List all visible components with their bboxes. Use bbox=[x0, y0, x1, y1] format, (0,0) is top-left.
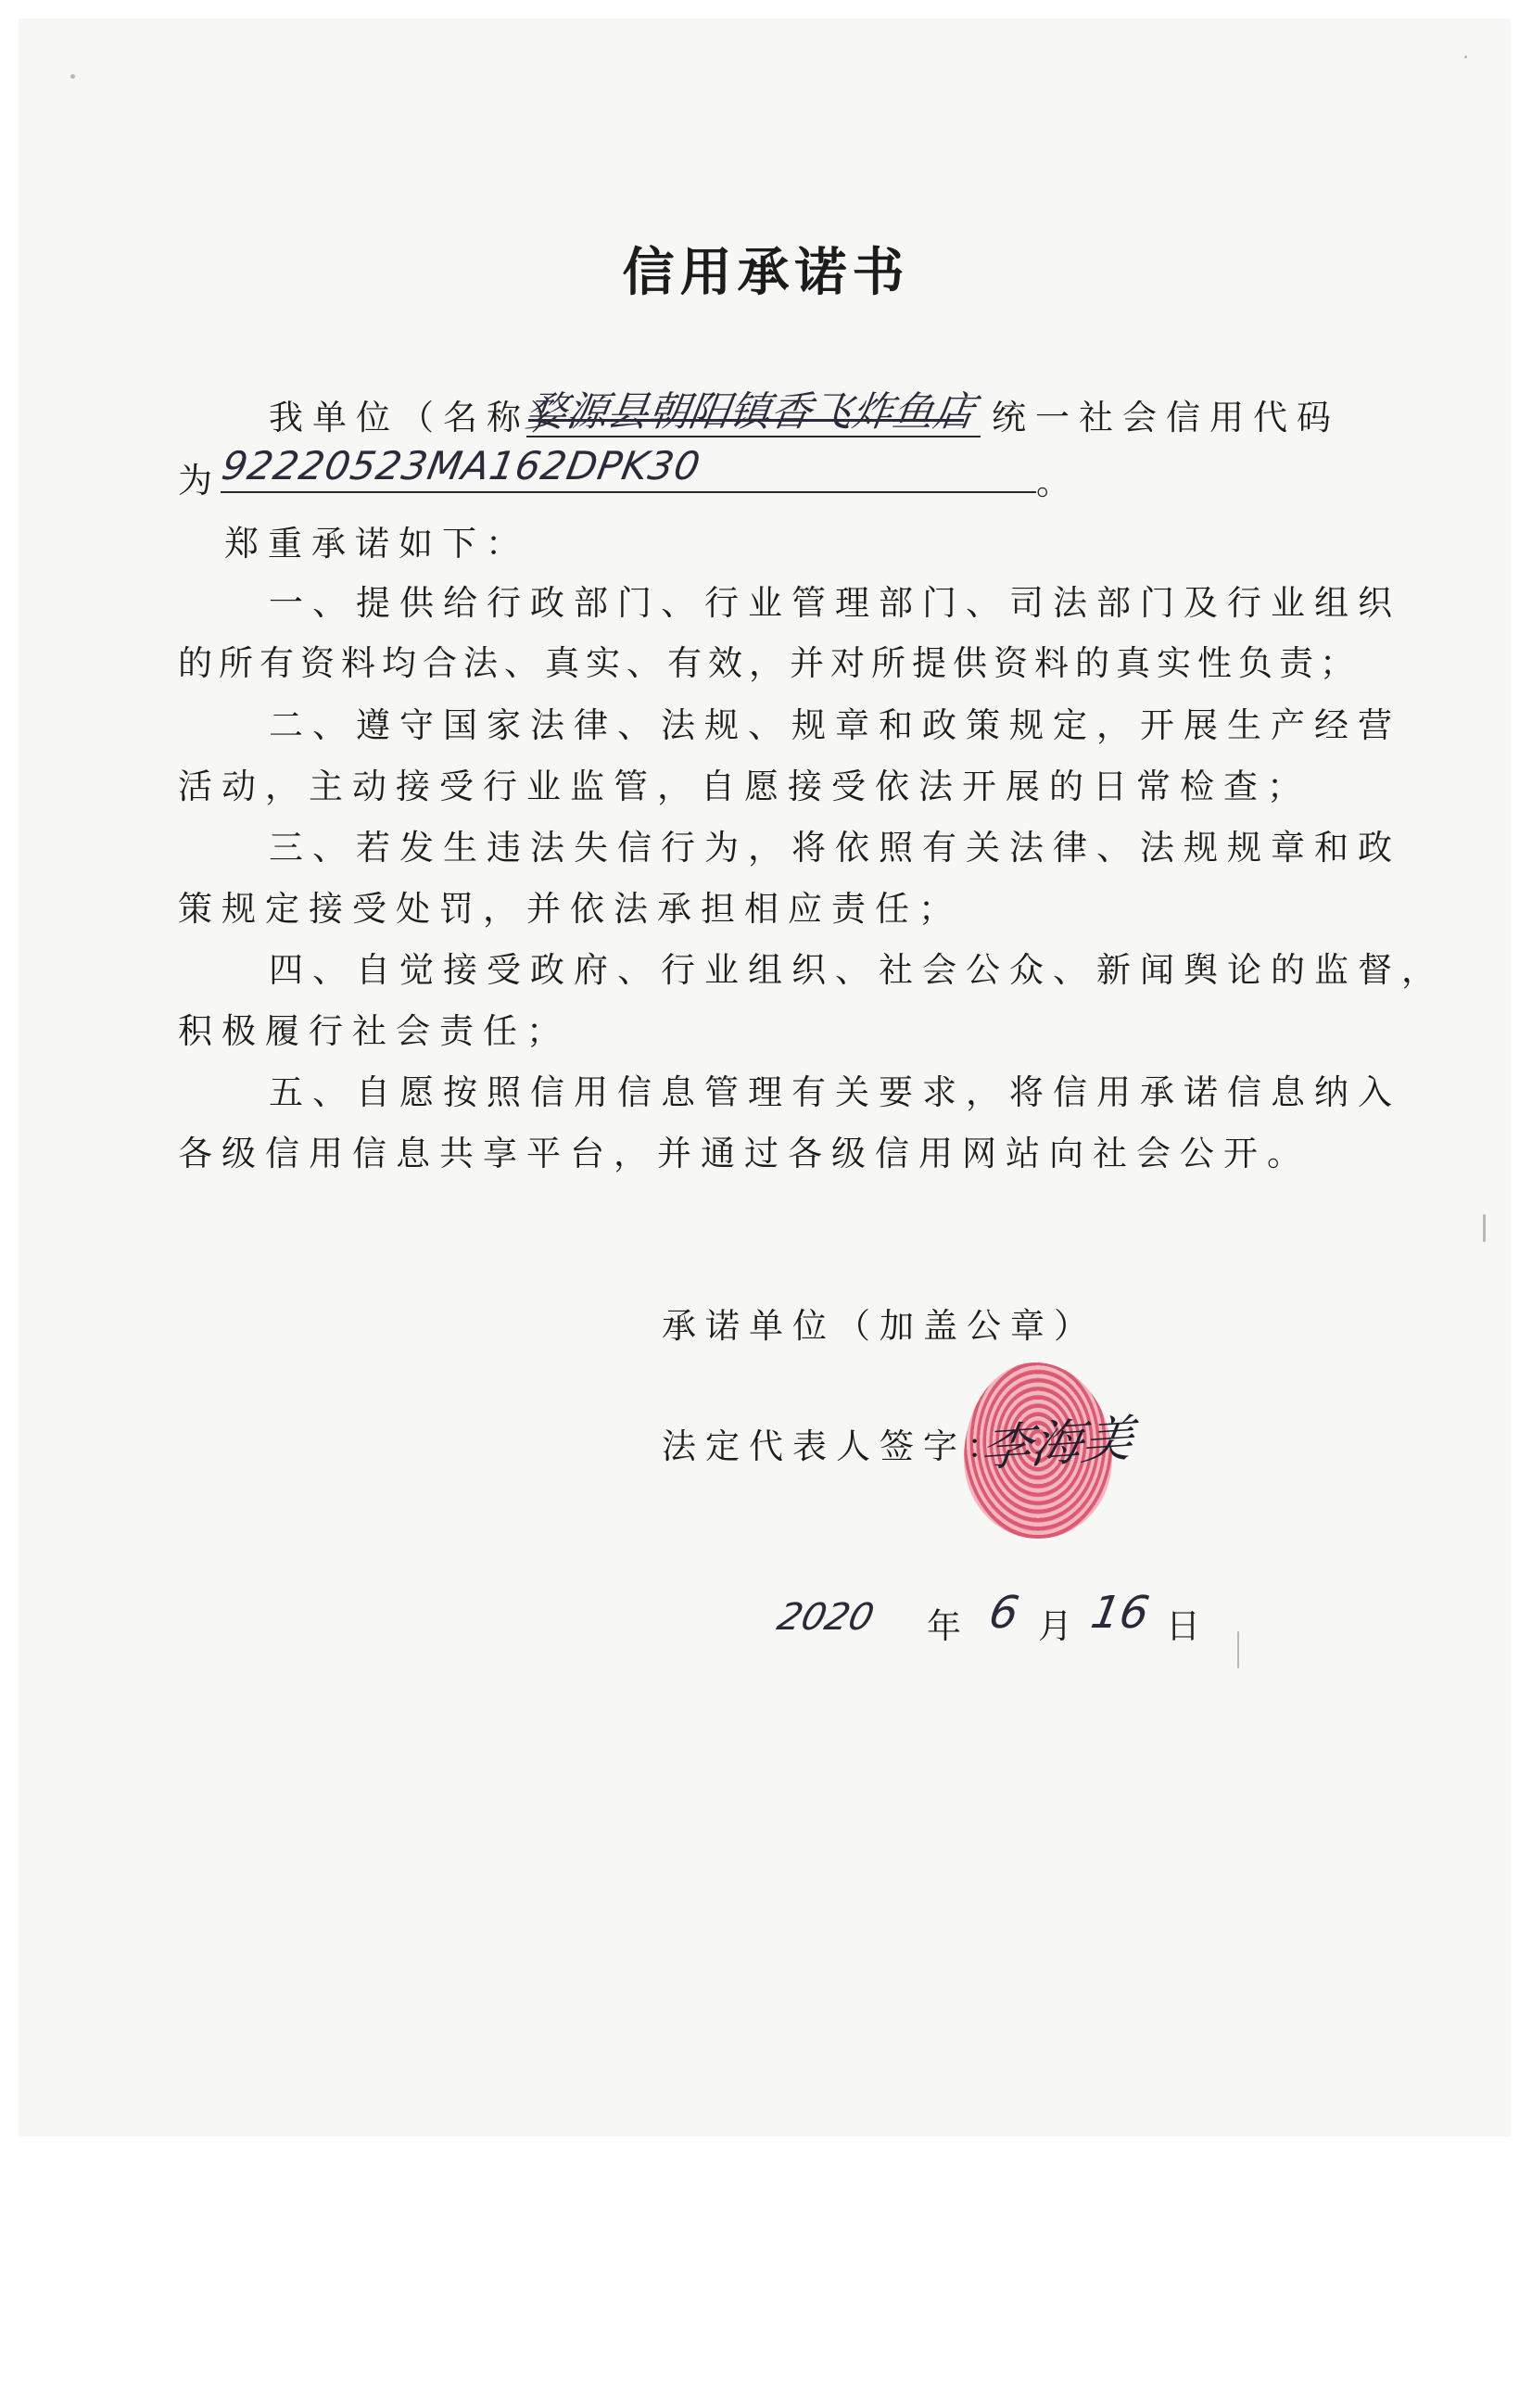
clause-2-line-1: 二、遵守国家法律、法规、规章和政策规定，开展生产经营 bbox=[269, 705, 1401, 745]
intro-suffix: 统一社会信用代码 bbox=[992, 398, 1340, 437]
scan-speck bbox=[70, 74, 75, 79]
rep-signature-handwritten: 李海美 bbox=[976, 1409, 1137, 1478]
code-end: 。 bbox=[1036, 463, 1080, 502]
company-name-underline bbox=[526, 436, 981, 437]
promise-intro: 郑重承诺如下： bbox=[224, 524, 529, 564]
intro-prefix: 我单位（名称） bbox=[269, 398, 574, 437]
clause-5-line-2: 各级信用信息共享平台，并通过各级信用网站向社会公开。 bbox=[178, 1134, 1310, 1173]
clause-2-line-2: 活动，主动接受行业监管，自愿接受依法开展的日常检查； bbox=[178, 767, 1310, 806]
date-day-char: 日 bbox=[1166, 1606, 1209, 1646]
date-year-handwritten: 2020 bbox=[773, 1596, 879, 1639]
rep-signature-label: 法定代表人签字： bbox=[662, 1426, 1010, 1466]
company-name-handwritten: 婺源县朝阳镇香飞炸鱼店 bbox=[522, 388, 978, 436]
document-title: 信用承诺书 bbox=[622, 243, 910, 303]
clause-3-line-2: 策规定接受处罚，并依法承担相应责任； bbox=[178, 889, 962, 929]
clause-4-line-1: 四、自觉接受政府、行业组织、社会公众、新闻舆论的监督， bbox=[269, 950, 1445, 990]
clause-4-line-2: 积极履行社会责任； bbox=[178, 1011, 570, 1051]
clause-1-line-2: 的所有资料均合法、真实、有效，并对所提供资料的真实性负责； bbox=[178, 643, 1361, 683]
unit-seal-label: 承诺单位（加盖公章） bbox=[662, 1306, 1097, 1346]
clause-3-line-1: 三、若发生违法失信行为，将依照有关法律、法规规章和政 bbox=[269, 828, 1401, 868]
scan-speck bbox=[1464, 56, 1467, 58]
date-year-char: 年 bbox=[927, 1606, 970, 1646]
company-name-strike bbox=[528, 419, 964, 422]
date-month-handwritten: 6 bbox=[985, 1587, 1023, 1639]
date-month-char: 月 bbox=[1038, 1606, 1082, 1646]
code-prefix: 为 bbox=[178, 461, 222, 501]
clause-1-line-1: 一、提供给行政部门、行业管理部门、司法部门及行业组织 bbox=[269, 583, 1401, 623]
date-day-handwritten: 16 bbox=[1087, 1587, 1154, 1639]
clause-5-line-1: 五、自愿按照信用信息管理有关要求，将信用承诺信息纳入 bbox=[269, 1072, 1401, 1112]
scan-speck bbox=[1483, 1214, 1486, 1242]
scan-speck bbox=[1237, 1631, 1239, 1668]
credit-code-underline bbox=[221, 491, 1036, 493]
credit-code-handwritten: 92220523MA162DPK30 bbox=[218, 443, 704, 488]
